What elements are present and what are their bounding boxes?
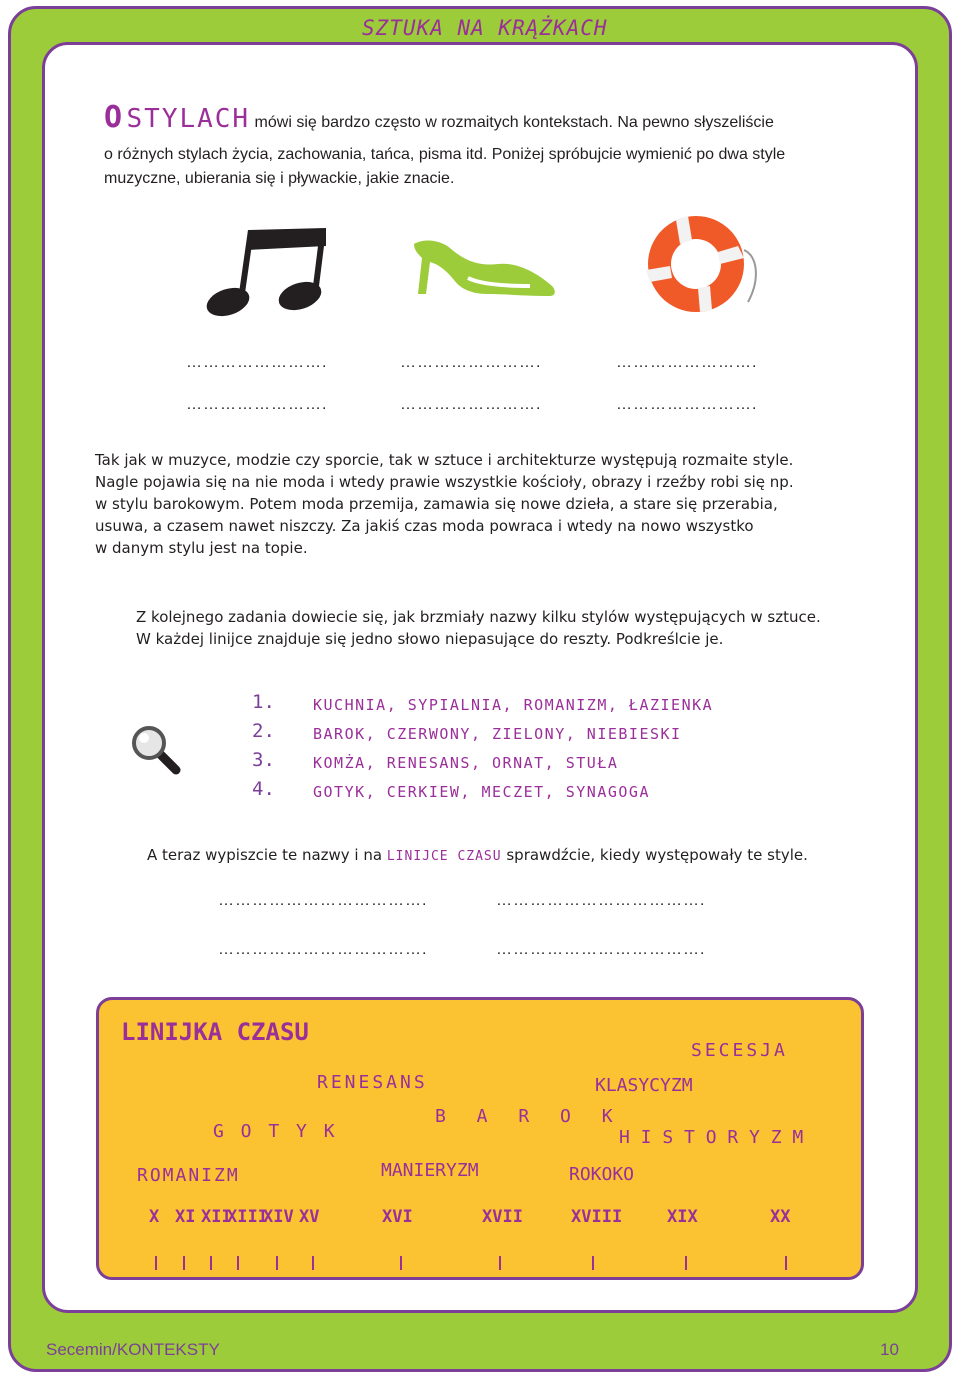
list-number: 3. (252, 749, 275, 771)
timeline-century: XX (770, 1207, 791, 1227)
task-line2: W każdej linijce znajduje się jedno słowo niepasujące do reszty. Podkreślcie je. (136, 630, 724, 648)
answer-dots: ………………………………. (496, 941, 706, 958)
paragraph-line: usuwa, a czasem nawet niszczy. Za jakiś czas moda powraca i wtedy na nowo wszystko (95, 517, 754, 535)
answer-dots: ………………………………. (496, 892, 706, 909)
timeline-tick (276, 1256, 278, 1270)
task-line1: Z kolejnego zadania dowiecie się, jak brzmiały nazwy kilku stylów występujących w sztuce. (136, 608, 821, 626)
timeline-century: XVII (482, 1207, 523, 1227)
list-item: GOTYK, CERKIEW, MECZET, SYNAGOGA (313, 783, 650, 801)
answer-dots: ……………………. (186, 354, 328, 371)
music-note-icon (200, 222, 332, 318)
answer-dots: ……………………. (616, 396, 758, 413)
timeline-century: X (149, 1207, 160, 1227)
list-item: KUCHNIA, SYPIALNIA, ROMANIZM, ŁAZIENKA (313, 696, 714, 714)
intro-text (104, 100, 884, 135)
timeline-style: H I S T O R Y Z M (619, 1127, 804, 1148)
answer-dots: ……………………. (186, 396, 328, 413)
timeline-century: XIV (263, 1207, 294, 1227)
lifebuoy-icon (640, 210, 764, 320)
magnifier-icon (130, 724, 182, 776)
timeline-style: SECESJA (691, 1040, 788, 1061)
intro-line1: mówi się bardzo często w rozmaitych kontekstach. Na pewno słyszeliście (250, 114, 774, 131)
answer-dots: ……………………. (616, 354, 758, 371)
answer-dots: ……………………. (400, 354, 542, 371)
list-item: BAROK, CZERWONY, ZIELONY, NIEBIESKI (313, 725, 682, 743)
list-number: 1. (252, 691, 275, 713)
shoe-icon (410, 236, 564, 300)
footer-label: Secemin/KONTEKSTY (46, 1340, 220, 1359)
timeline-tick (592, 1256, 594, 1270)
list-number: 4. (252, 778, 275, 800)
intro-line2: o różnych stylach życia, zachowania, tańca, pisma itd. Poniżej spróbujcie wymienić po dwa style (104, 146, 786, 163)
timeline-century: XV (299, 1207, 320, 1227)
answer-dots: ………………………………. (218, 941, 428, 958)
timeline-tick (155, 1256, 157, 1270)
write-after: sprawdźcie, kiedy występowały te style. (501, 846, 808, 864)
timeline-box (96, 997, 864, 1280)
list-number: 2. (252, 720, 275, 742)
intro-styl: STYLACH (126, 104, 251, 134)
write-highlight: LINIJCE CZASU (386, 849, 502, 864)
answer-dots: ……………………. (400, 396, 542, 413)
timeline-style: B A R O K (435, 1106, 623, 1127)
timeline-style: KLASYCYZM (595, 1075, 693, 1096)
write-before: A teraz wypiszcie te nazwy i na (147, 846, 387, 864)
timeline-century: XI (175, 1207, 196, 1227)
list-item: KOMŻA, RENESANS, ORNAT, STUŁA (313, 754, 619, 772)
timeline-style: ROKOKO (569, 1164, 635, 1185)
timeline-century: XIII (227, 1207, 268, 1227)
intro-line3: muzyczne, ubierania się i pływackie, jakie znacie. (104, 170, 455, 187)
paragraph-line: Tak jak w muzyce, modzie czy sporcie, tak w sztuce i architekturze występują rozmaite style. (95, 451, 794, 469)
timeline-tick (499, 1256, 501, 1270)
write-instruction (147, 845, 808, 868)
timeline-tick (685, 1256, 687, 1270)
paragraph-line: w stylu barokowym. Potem moda przemija, zamawia się nowe dzieła, a stare się przerabia, (95, 495, 778, 513)
timeline-style: ROMANIZM (137, 1165, 240, 1186)
timeline-tick (400, 1256, 402, 1270)
timeline-tick (210, 1256, 212, 1270)
paragraph-line: Nagle pojawia się na nie moda i wtedy prawie wszystkie kościoły, obrazy i rzeźby robi się np. (95, 473, 794, 491)
timeline-tick (237, 1256, 239, 1270)
intro-big-o: O (104, 100, 123, 135)
page-number: 10 (880, 1340, 899, 1359)
timeline-century: XVIII (571, 1207, 623, 1227)
timeline-title: LINIJKA CZASU (121, 1018, 309, 1046)
timeline-style: RENESANS (317, 1072, 428, 1093)
paragraph-line: w danym stylu jest na topie. (95, 539, 308, 557)
answer-dots: ………………………………. (218, 892, 428, 909)
timeline-style: G O T Y K (213, 1121, 338, 1142)
timeline-style: MANIERYZM (381, 1160, 479, 1181)
timeline-century: XVI (382, 1207, 413, 1227)
timeline-tick (785, 1256, 787, 1270)
timeline-tick (183, 1256, 185, 1270)
timeline-tick (312, 1256, 314, 1270)
timeline-century: XIX (667, 1207, 698, 1227)
timeline-century: XII (201, 1207, 232, 1227)
header-title: SZTUKA NA KRĄŻKACH (362, 16, 608, 40)
